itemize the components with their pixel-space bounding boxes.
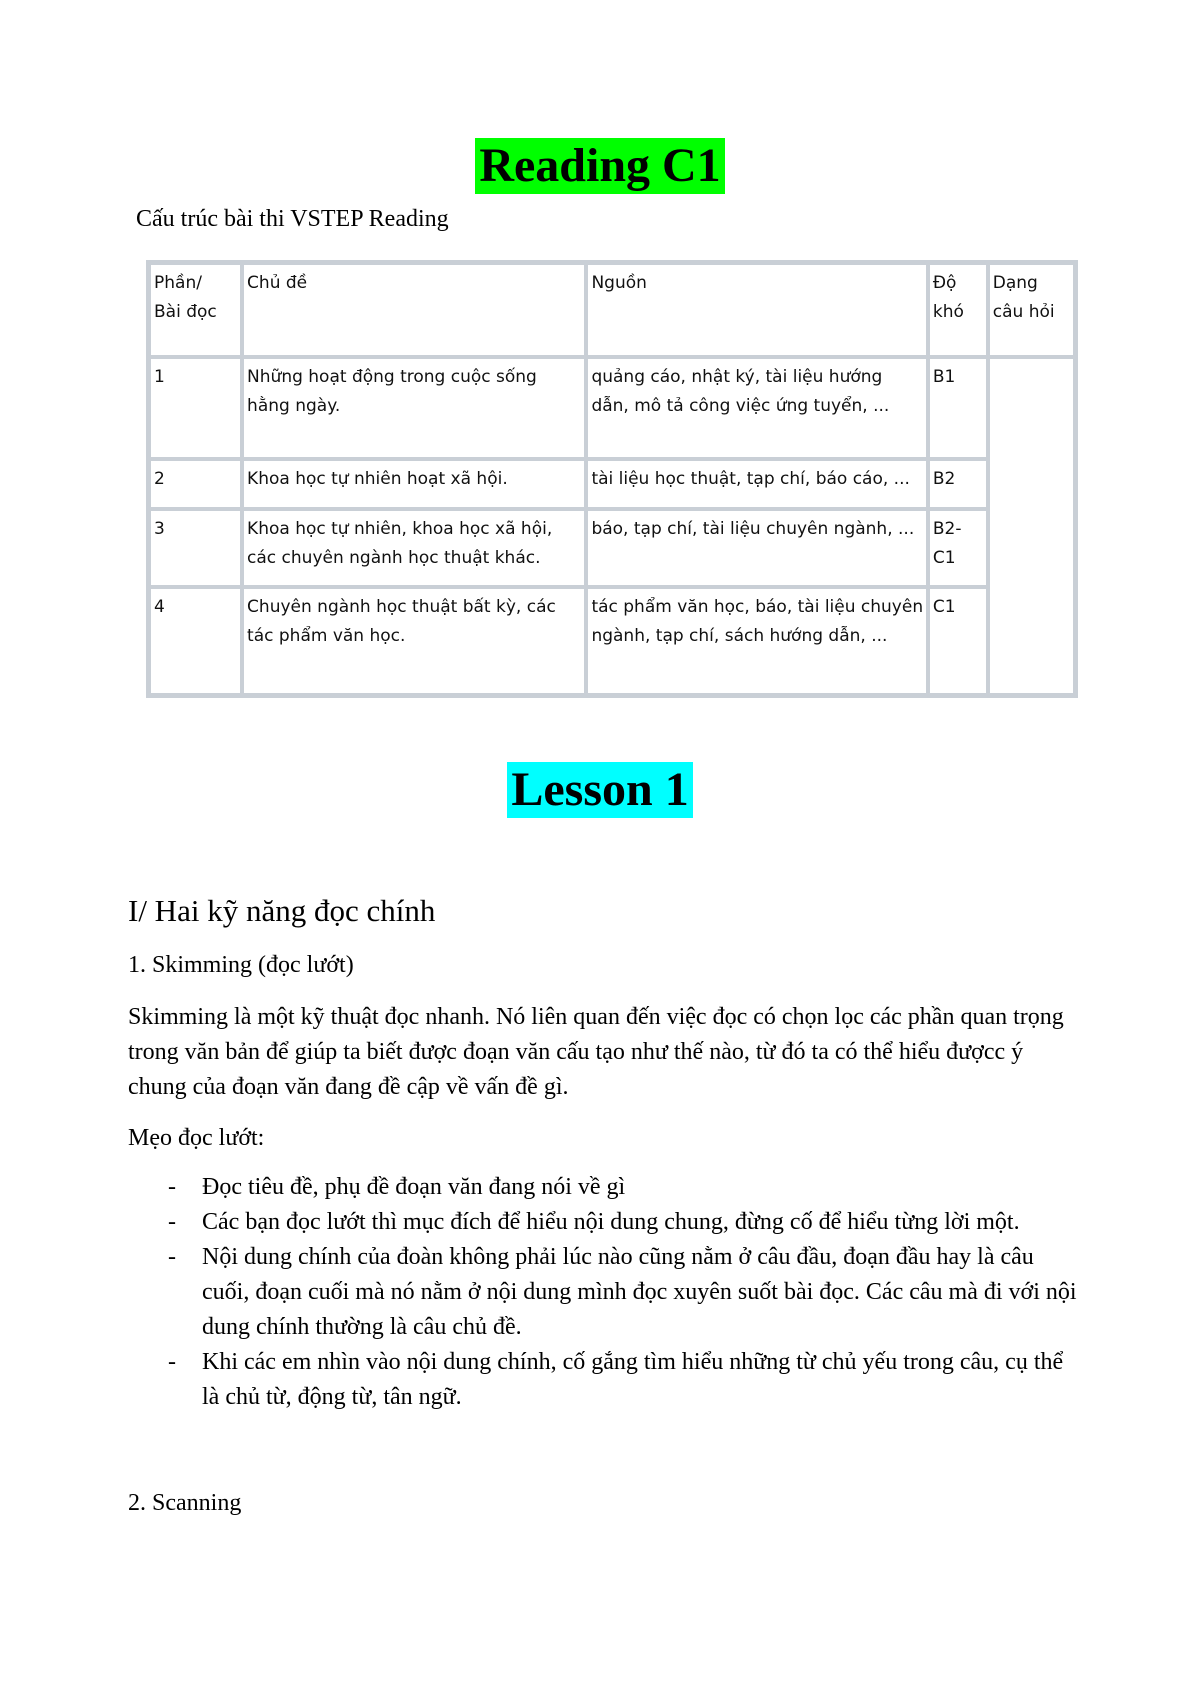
skimming-heading: 1. Skimming (đọc lướt) <box>128 952 354 978</box>
cell-part: 1 <box>149 357 242 459</box>
list-item <box>128 1205 1083 1240</box>
cell-part: 2 <box>149 459 242 509</box>
list-item <box>128 1240 1083 1345</box>
tips-list <box>128 1170 1083 1415</box>
cell-part: 4 <box>149 587 242 695</box>
header-cell-question-type: Dạng câu hỏi <box>988 263 1075 357</box>
cell-difficulty: B2 <box>928 459 988 509</box>
cell-difficulty: B1 <box>928 357 988 459</box>
cell-source: tác phẩm văn học, báo, tài liệu chuyên ngành, tạp chí, sách hướng dẫn, ... <box>586 587 927 695</box>
header-cell-part: Phần/ Bài đọc <box>149 263 242 357</box>
table-row <box>149 357 1075 459</box>
cell-source: tài liệu học thuật, tạp chí, báo cáo, ... <box>586 459 927 509</box>
header-cell-topic: Chủ đề <box>242 263 586 357</box>
cell-part: 3 <box>149 509 242 587</box>
cell-source: quảng cáo, nhật ký, tài liệu hướng dẫn, mô tả công việc ứng tuyển, ... <box>586 357 927 459</box>
cell-topic: Chuyên ngành học thuật bất kỳ, các tác phẩm văn học. <box>242 587 586 695</box>
table-caption: Cấu trúc bài thi VSTEP Reading <box>136 206 449 232</box>
cell-topic: Khoa học tự nhiên hoạt xã hội. <box>242 459 586 509</box>
cell-difficulty: B2-C1 <box>928 509 988 587</box>
tips-label: Mẹo đọc lướt: <box>128 1125 265 1151</box>
tip-text: Khi các em nhìn vào nội dung chính, cố gắng tìm hiểu những từ chủ yếu trong câu, cụ thể là chủ từ, động từ, tân ngữ. <box>202 1349 1064 1410</box>
skimming-paragraph: Skimming là một kỹ thuật đọc nhanh. Nó liên quan đến việc đọc có chọn lọc các phần quan trọng trong văn bản để giúp ta biết được đoạn văn cấu tạo như thế nào, từ đó ta có thể hiểu đượcc ý chung của đoạn văn đang đề cập về vấn đề gì. <box>128 1004 1064 1100</box>
table-row <box>149 459 1075 509</box>
table-row <box>149 587 1075 695</box>
table-row <box>149 509 1075 587</box>
lesson-title-wrapper <box>0 762 1200 818</box>
cell-topic: Khoa học tự nhiên, khoa học xã hội, các chuyên ngành học thuật khác. <box>242 509 586 587</box>
tip-text: Nội dung chính của đoàn không phải lúc nào cũng nằm ở câu đầu, đoạn đầu hay là câu cuối, đoạn cuối mà nó nằm ở nội dung mình đọc xuyên suốt bài đọc. Các câu mà đi với nội dung chính thường là câu chủ đề. <box>202 1244 1077 1340</box>
cell-difficulty: C1 <box>928 587 988 695</box>
bullet-dash: - <box>168 1244 176 1270</box>
tip-text: Đọc tiêu đề, phụ đề đoạn văn đang nói về gì <box>202 1174 626 1200</box>
lesson-title: Lesson 1 <box>507 762 692 818</box>
header-cell-source: Nguồn <box>586 263 927 357</box>
cell-question-type <box>988 357 1075 695</box>
tip-text: Các bạn đọc lướt thì mục đích để hiểu nội dung chung, đừng cố để hiểu từng lời một. <box>202 1209 1020 1235</box>
cell-source: báo, tạp chí, tài liệu chuyên ngành, ... <box>586 509 927 587</box>
title-wrapper <box>0 138 1200 194</box>
section-heading: I/ Hai kỹ năng đọc chính <box>128 893 436 928</box>
cell-topic: Những hoạt động trong cuộc sống hằng ngày. <box>242 357 586 459</box>
page-title: Reading C1 <box>475 138 724 194</box>
scanning-heading: 2. Scanning <box>128 1490 242 1516</box>
bullet-dash: - <box>168 1209 176 1235</box>
list-item <box>128 1345 1083 1415</box>
bullet-dash: - <box>168 1349 176 1375</box>
exam-structure-table <box>146 260 1078 698</box>
bullet-dash: - <box>168 1174 176 1200</box>
header-cell-difficulty: Độ khó <box>928 263 988 357</box>
list-item <box>128 1170 1083 1205</box>
table-header-row <box>149 263 1075 357</box>
